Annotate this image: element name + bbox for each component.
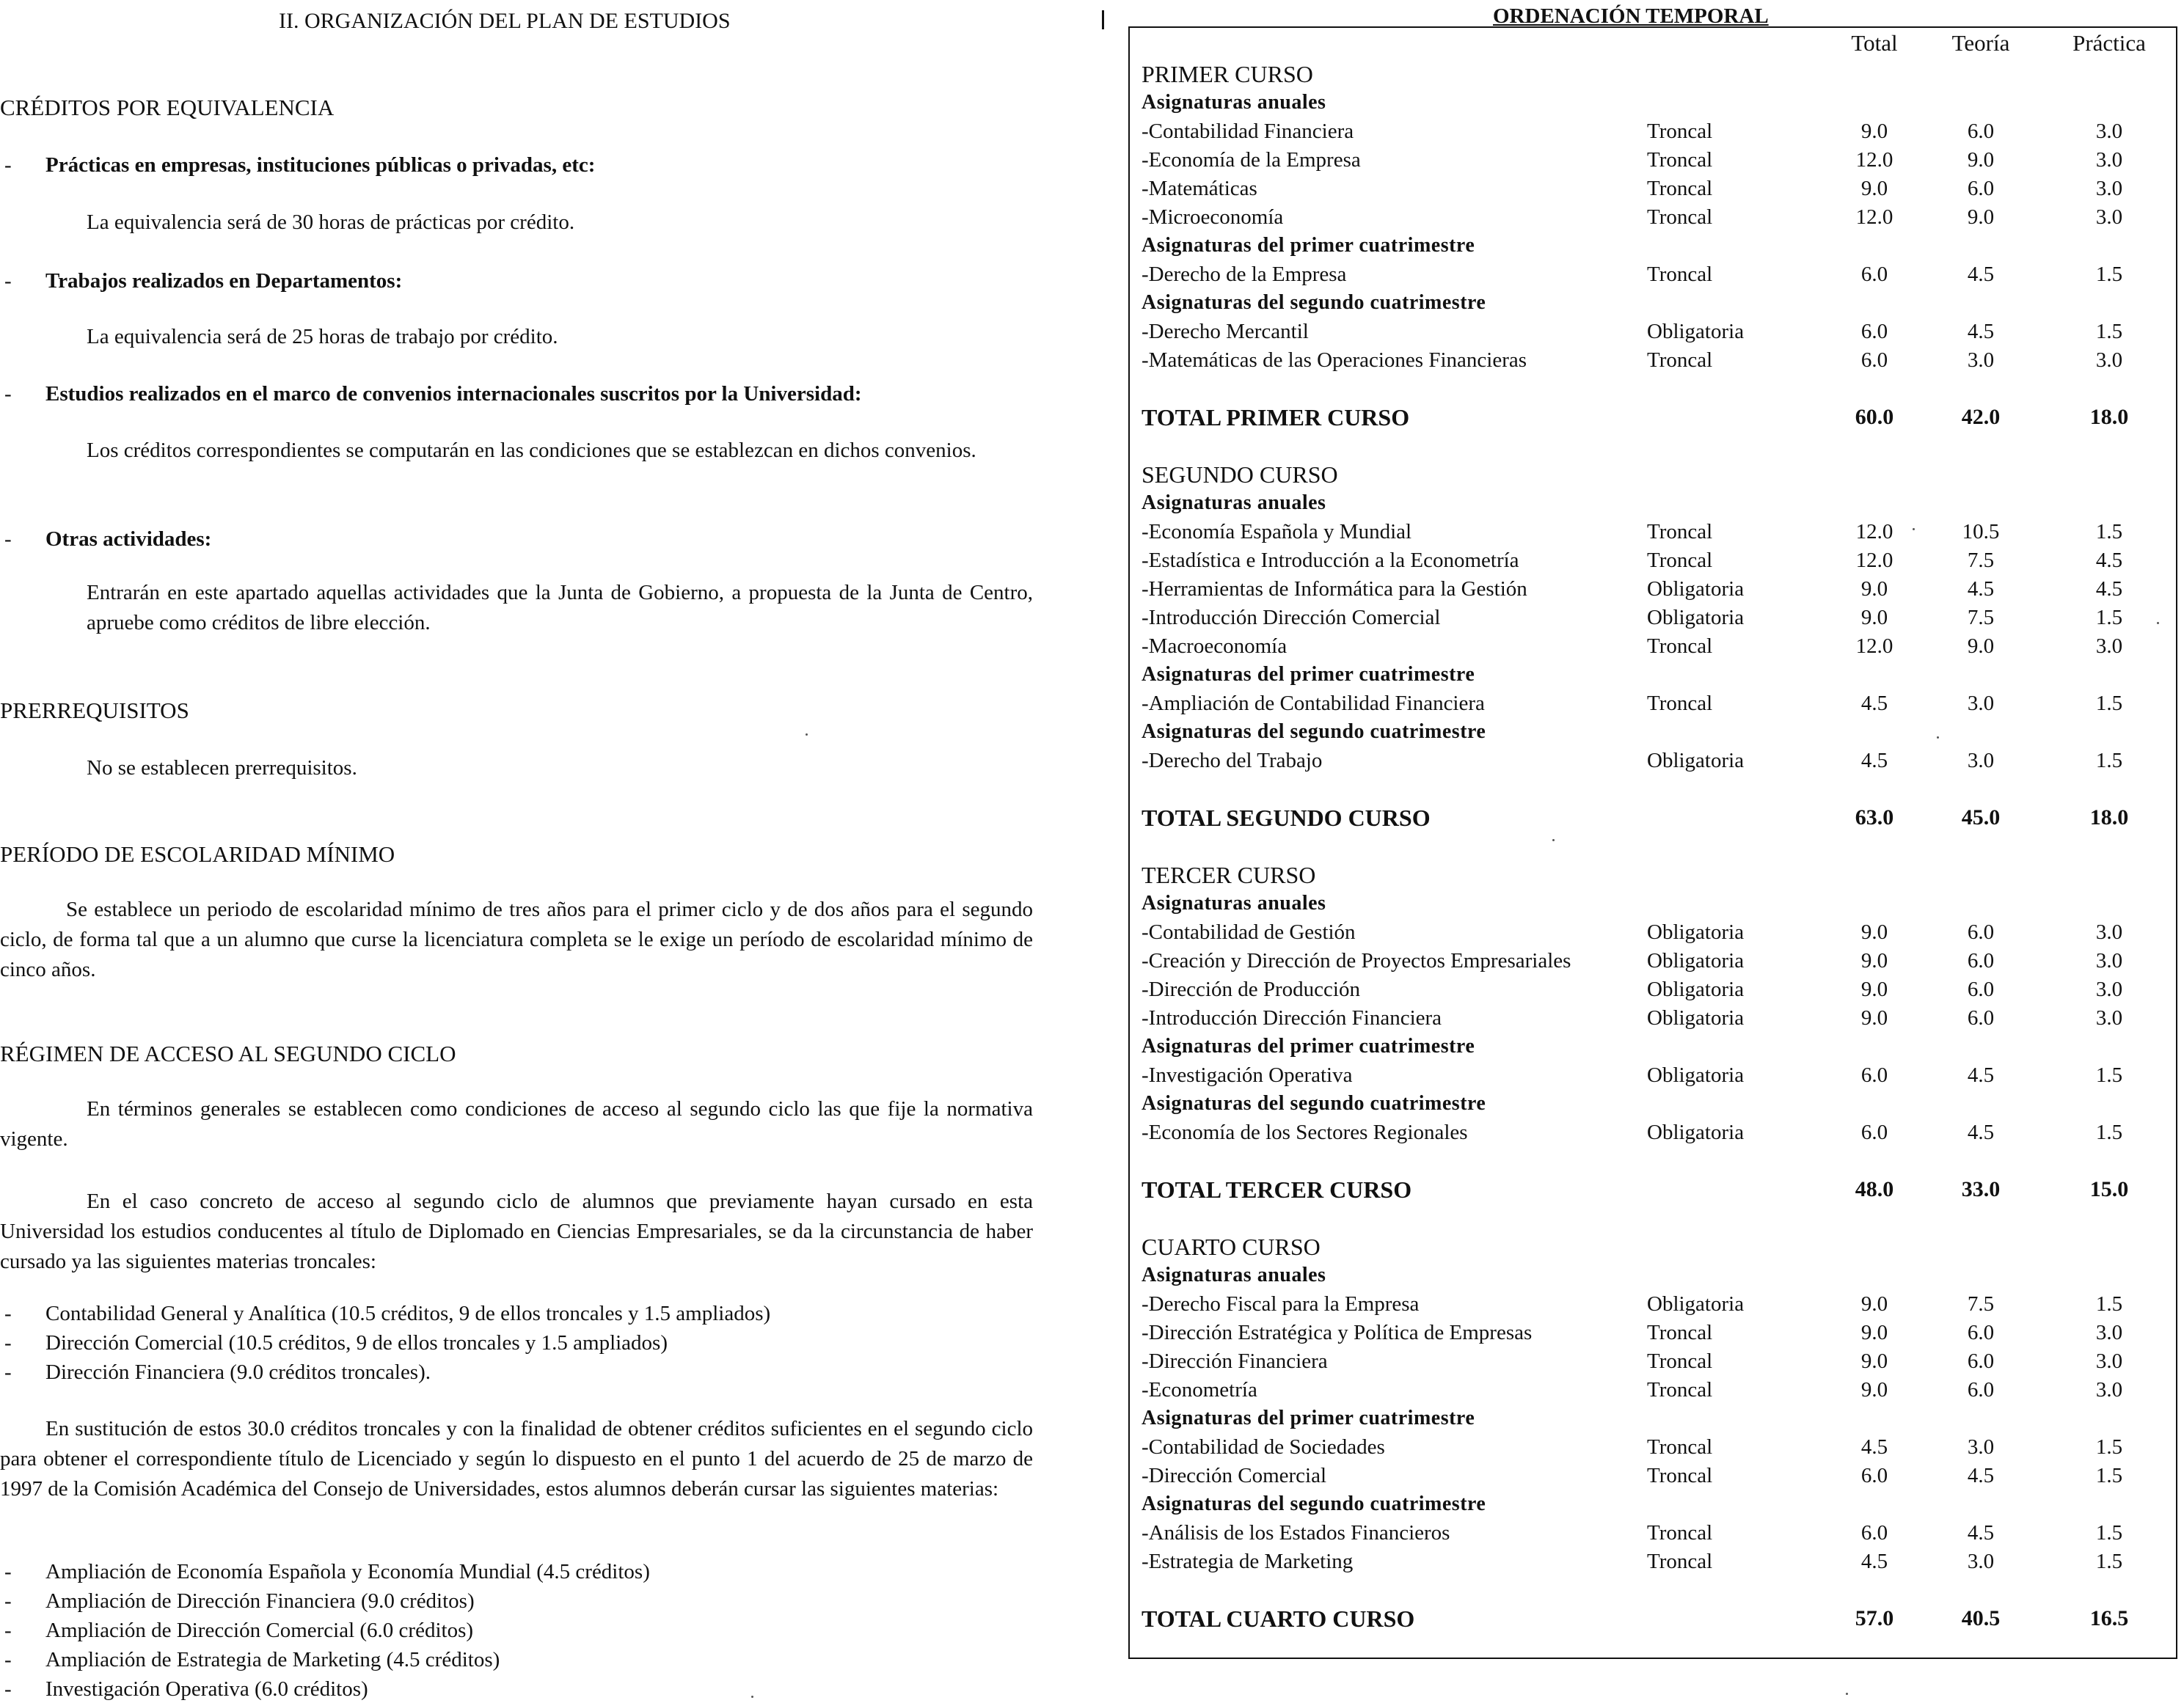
subject-type: Obligatoria [1647,920,1745,944]
subject-name: -Derecho del Trabajo [1142,749,1323,772]
subject-teoria: 6.0 [1967,1378,1995,1402]
subject-name: -Introducción Dirección Financiera [1142,1006,1442,1030]
subject-practica: 3.0 [2095,177,2123,200]
item-text-otras: Entrarán en este apartado aquellas actividades que la Junta de Gobierno, a propuesta de la Junta de Centro, apruebe como créditos de libre elección. [87,581,1033,634]
list-item: Dirección Financiera (9.0 créditos troncales). [45,1360,431,1384]
subject-teoria: 4.5 [1967,320,1995,343]
subject-total: 12.0 [1855,148,1893,172]
subject-type: Obligatoria [1647,1121,1745,1144]
subject-teoria: 3.0 [1967,749,1995,772]
subject-name: -Contabilidad Financiera [1142,120,1354,143]
subject-practica: 4.5 [2095,577,2123,601]
periodo-text: Se establece un periodo de escolaridad mínimo de tres años para el primer ciclo y de dos años para el segundo ciclo, de forma tal que a un alumno que curse la licenciatura completa se le exige un período de escolaridad mínimo de cinco años. [0,898,1033,981]
course-total-total: 48.0 [1855,1177,1894,1201]
subject-name: -Contabilidad de Gestión [1142,920,1356,944]
subject-total: 9.0 [1860,177,1888,200]
list-item: Ampliación de Economía Española y Economía Mundial (4.5 créditos) [45,1560,650,1583]
subject-teoria: 4.5 [1967,1121,1995,1144]
subject-type: Obligatoria [1647,749,1745,772]
regimen-p2: En el caso concreto de acceso al segundo ciclo de alumnos que previamente hayan cursado en esta Universidad los estudios conducentes al título de Diplomado en Ciencias Empresariales, se da la circunstancia de haber cursado ya las siguientes materias troncales: [0,1190,1033,1273]
subject-name: -Contabilidad de Sociedades [1142,1435,1385,1459]
list-item: Contabilidad General y Analítica (10.5 créditos, 9 de ellos troncales y 1.5 ampliados) [45,1302,771,1325]
subject-type: Troncal [1647,348,1713,372]
course-total-label: TOTAL SEGUNDO CURSO [1142,805,1431,831]
subject-total: 9.0 [1860,1292,1888,1316]
subject-total: 9.0 [1860,949,1888,973]
subject-practica: 1.5 [2095,606,2123,629]
subject-name: -Macroeconomía [1142,634,1288,658]
item-label-practicas: Prácticas en empresas, instituciones públicas o privadas, etc: [45,153,596,177]
item-label-convenios: Estudios realizados en el marco de convenios internacionales suscritos por la Universidad: [45,382,862,406]
subject-type: Obligatoria [1647,577,1745,601]
subject-name: -Herramientas de Informática para la Gestión [1142,577,1527,601]
subject-type: Troncal [1647,1378,1713,1402]
subject-total: 9.0 [1860,120,1888,143]
subject-total: 9.0 [1860,1006,1888,1030]
list-item: Investigación Operativa (6.0 créditos) [45,1677,368,1701]
subject-type: Troncal [1647,120,1713,143]
subject-total: 6.0 [1860,1464,1888,1487]
subject-total: 9.0 [1860,1378,1888,1402]
subject-total: 12.0 [1855,520,1893,543]
subject-practica: 1.5 [2095,1550,2123,1573]
column-header-teoria: Teoría [1951,30,2010,56]
scan-speck [1552,839,1555,841]
subject-practica: 3.0 [2095,348,2123,372]
subject-type: Troncal [1647,1550,1713,1573]
column-header-practica: Práctica [2072,30,2146,56]
subject-practica: 1.5 [2095,1063,2123,1087]
item-text-practicas: La equivalencia será de 30 horas de prácticas por crédito. [87,210,575,234]
subject-practica: 3.0 [2095,920,2123,944]
subject-teoria: 3.0 [1967,692,1995,715]
subject-practica: 1.5 [2095,1521,2123,1545]
course-heading: CUARTO CURSO [1142,1234,1321,1260]
scan-speck [1913,528,1915,530]
item-text-convenios: Los créditos correspondientes se computarán en las condiciones que se establezcan en dichos convenios. [87,439,976,462]
subject-practica: 1.5 [2095,1435,2123,1459]
subject-teoria: 6.0 [1967,920,1995,944]
subject-name: -Introducción Dirección Comercial [1142,606,1441,629]
page-title: II. ORGANIZACIÓN DEL PLAN DE ESTUDIOS [279,9,731,33]
subject-type: Troncal [1647,1435,1713,1459]
subject-name: -Econometría [1142,1378,1257,1402]
course-total-teoria: 42.0 [1961,405,2001,429]
bullet-dash: - [4,1589,12,1613]
subject-practica: 3.0 [2095,978,2123,1001]
subject-practica: 4.5 [2095,549,2123,572]
course-total-teoria: 40.5 [1961,1606,2001,1630]
subject-total: 9.0 [1860,1321,1888,1344]
subject-teoria: 6.0 [1967,1349,1995,1373]
course-total-teoria: 33.0 [1961,1177,2001,1201]
subject-type: Obligatoria [1647,606,1745,629]
group-heading: Asignaturas del segundo cuatrimestre [1142,1092,1486,1115]
heading-creditos: CRÉDITOS POR EQUIVALENCIA [0,95,335,120]
group-heading: Asignaturas del primer cuatrimestre [1142,663,1475,686]
subject-type: Obligatoria [1647,949,1745,973]
bullet-dash: - [4,269,12,293]
subject-practica: 3.0 [2095,1349,2123,1373]
subject-practica: 1.5 [2095,1121,2123,1144]
subject-name: -Derecho Fiscal para la Empresa [1142,1292,1420,1316]
subject-teoria: 4.5 [1967,1063,1995,1087]
heading-prerrequisitos: PRERREQUISITOS [0,697,189,723]
course-total-practica: 18.0 [2089,405,2129,429]
list-item: Ampliación de Dirección Comercial (6.0 créditos) [45,1619,474,1642]
subject-name: -Dirección de Producción [1142,978,1360,1001]
heading-regimen: RÉGIMEN DE ACCESO AL SEGUNDO CICLO [0,1041,456,1066]
bullet-dash: - [4,1677,12,1701]
course-total-practica: 18.0 [2089,805,2129,829]
subject-type: Troncal [1647,520,1713,543]
subject-total: 6.0 [1860,1121,1888,1144]
group-heading: Asignaturas anuales [1142,1264,1326,1286]
course-total-label: TOTAL TERCER CURSO [1142,1176,1412,1203]
subject-total: 12.0 [1855,205,1893,229]
scan-speck [1937,736,1939,739]
subject-type: Troncal [1647,148,1713,172]
margin-mark [1102,10,1104,29]
course-heading: SEGUNDO CURSO [1142,461,1338,488]
subject-teoria: 6.0 [1967,1006,1995,1030]
group-heading: Asignaturas del primer cuatrimestre [1142,1407,1475,1429]
subject-name: -Economía de la Empresa [1142,148,1361,172]
subject-name: -Economía de los Sectores Regionales [1142,1121,1468,1144]
subject-type: Troncal [1647,1349,1713,1373]
subject-total: 6.0 [1860,348,1888,372]
group-heading: Asignaturas anuales [1142,892,1326,915]
subject-name: -Análisis de los Estados Financieros [1142,1521,1450,1545]
subject-type: Troncal [1647,205,1713,229]
subject-practica: 3.0 [2095,120,2123,143]
subject-teoria: 7.5 [1967,549,1995,572]
bullet-dash: - [4,1648,12,1671]
heading-periodo: PERÍODO DE ESCOLARIDAD MÍNIMO [0,841,395,867]
subject-name: -Estadística e Introducción a la Econometría [1142,549,1519,572]
subject-total: 12.0 [1855,549,1893,572]
regimen-p1: En términos generales se establecen como condiciones de acceso al segundo ciclo las que fije la normativa vigente. [0,1097,1033,1151]
subject-total: 6.0 [1860,320,1888,343]
subject-total: 6.0 [1860,1063,1888,1087]
subject-practica: 1.5 [2095,320,2123,343]
subject-teoria: 9.0 [1967,634,1995,658]
subject-type: Obligatoria [1647,1292,1745,1316]
scan-speck [1846,1693,1848,1695]
course-total-teoria: 45.0 [1961,805,2001,829]
bullet-dash: - [4,1560,12,1583]
subject-type: Troncal [1647,1464,1713,1487]
item-label-trabajos: Trabajos realizados en Departamentos: [45,269,403,293]
subject-practica: 3.0 [2095,634,2123,658]
bullet-dash: - [4,1302,12,1325]
subject-teoria: 10.5 [1962,520,2000,543]
course-total-practica: 16.5 [2089,1606,2129,1630]
subject-practica: 3.0 [2095,1006,2123,1030]
group-heading: Asignaturas anuales [1142,491,1326,514]
subject-practica: 3.0 [2095,1378,2123,1402]
subject-name: -Investigación Operativa [1142,1063,1353,1087]
bullet-dash: - [4,1360,12,1384]
subject-name: -Estrategia de Marketing [1142,1550,1354,1573]
list-item: Ampliación de Dirección Financiera (9.0 créditos) [45,1589,475,1613]
subject-type: Troncal [1647,263,1713,286]
subject-name: -Derecho de la Empresa [1142,263,1347,286]
subject-name: -Matemáticas [1142,177,1257,200]
bullet-dash: - [4,527,12,551]
subject-teoria: 4.5 [1967,577,1995,601]
subject-practica: 1.5 [2095,692,2123,715]
list-item: Dirección Comercial (10.5 créditos, 9 de ellos troncales y 1.5 ampliados) [45,1331,668,1355]
bullet-dash: - [4,382,12,406]
bullet-dash: - [4,153,12,177]
subject-practica: 1.5 [2095,1464,2123,1487]
subject-total: 4.5 [1860,1550,1888,1573]
course-total-label: TOTAL PRIMER CURSO [1142,404,1410,431]
subject-practica: 1.5 [2095,520,2123,543]
course-total-practica: 15.0 [2089,1177,2129,1201]
subject-teoria: 7.5 [1967,606,1995,629]
subject-total: 9.0 [1860,577,1888,601]
subject-total: 4.5 [1860,692,1888,715]
subject-practica: 1.5 [2095,263,2123,286]
subject-total: 9.0 [1860,1349,1888,1373]
subject-teoria: 6.0 [1967,120,1995,143]
group-heading: Asignaturas del primer cuatrimestre [1142,234,1475,257]
subject-name: -Dirección Comercial [1142,1464,1327,1487]
table-title: ORDENACIÓN TEMPORAL [1493,4,1769,28]
subject-practica: 3.0 [2095,148,2123,172]
scan-speck [806,733,808,736]
bullet-dash: - [4,1619,12,1642]
subject-name: -Dirección Estratégica y Política de Empresas [1142,1321,1533,1344]
scan-speck [2157,622,2159,624]
left-column [0,0,1042,1702]
group-heading: Asignaturas del primer cuatrimestre [1142,1035,1475,1058]
course-total-total: 60.0 [1855,405,1894,429]
subject-practica: 3.0 [2095,949,2123,973]
group-heading: Asignaturas del segundo cuatrimestre [1142,291,1486,314]
subject-teoria: 7.5 [1967,1292,1995,1316]
bullet-dash: - [4,1331,12,1355]
subject-practica: 3.0 [2095,1321,2123,1344]
subject-type: Troncal [1647,692,1713,715]
subject-teoria: 6.0 [1967,177,1995,200]
subject-teoria: 4.5 [1967,1521,1995,1545]
subject-type: Obligatoria [1647,1063,1745,1087]
subject-type: Obligatoria [1647,978,1745,1001]
subject-teoria: 3.0 [1967,348,1995,372]
subject-total: 9.0 [1860,606,1888,629]
subject-teoria: 3.0 [1967,1550,1995,1573]
subject-teoria: 4.5 [1967,263,1995,286]
subject-practica: 1.5 [2095,749,2123,772]
column-header-total: Total [1851,30,1898,56]
course-total-total: 63.0 [1855,805,1894,829]
subject-name: -Microeconomía [1142,205,1284,229]
subject-teoria: 9.0 [1967,205,1995,229]
subject-name: -Derecho Mercantil [1142,320,1309,343]
course-heading: PRIMER CURSO [1142,61,1313,87]
subject-total: 6.0 [1860,263,1888,286]
subject-name: -Creación y Dirección de Proyectos Empresariales [1142,949,1571,973]
scan-speck [751,1696,753,1698]
subject-name: -Ampliación de Contabilidad Financiera [1142,692,1485,715]
subject-teoria: 6.0 [1967,1321,1995,1344]
subject-type: Troncal [1647,177,1713,200]
subject-type: Troncal [1647,1521,1713,1545]
course-heading: TERCER CURSO [1142,862,1316,888]
subject-total: 9.0 [1860,920,1888,944]
regimen-p3: En sustitución de estos 30.0 créditos troncales y con la finalidad de obtener créditos suficientes en el segundo ciclo para obtener el correspondiente título de Licenciado y según lo dispuesto en el punto 1 del acuerdo de 25 de marzo de 1997 de la Comisión Académica del Consejo de Universidades, estos alumnos deberán cursar las siguientes materias: [0,1417,1033,1501]
subject-teoria: 3.0 [1967,1435,1995,1459]
subject-type: Troncal [1647,1321,1713,1344]
subject-type: Troncal [1647,634,1713,658]
subject-teoria: 6.0 [1967,949,1995,973]
subject-total: 4.5 [1860,1435,1888,1459]
item-text-trabajos: La equivalencia será de 25 horas de trabajo por crédito. [87,325,558,348]
subject-type: Obligatoria [1647,320,1745,343]
subject-teoria: 9.0 [1967,148,1995,172]
prerrequisitos-text: No se establecen prerrequisitos. [87,756,357,780]
subject-practica: 3.0 [2095,205,2123,229]
subject-name: -Matemáticas de las Operaciones Financieras [1142,348,1527,372]
subject-type: Troncal [1647,549,1713,572]
subject-total: 6.0 [1860,1521,1888,1545]
group-heading: Asignaturas del segundo cuatrimestre [1142,1493,1486,1515]
list-item: Ampliación de Estrategia de Marketing (4.5 créditos) [45,1648,500,1671]
subject-total: 4.5 [1860,749,1888,772]
group-heading: Asignaturas del segundo cuatrimestre [1142,720,1486,743]
course-total-label: TOTAL CUARTO CURSO [1142,1605,1415,1632]
subject-practica: 1.5 [2095,1292,2123,1316]
item-label-otras: Otras actividades: [45,527,212,551]
subject-name: -Economía Española y Mundial [1142,520,1412,543]
subject-total: 12.0 [1855,634,1893,658]
subject-name: -Dirección Financiera [1142,1349,1328,1373]
subject-total: 9.0 [1860,978,1888,1001]
course-total-total: 57.0 [1855,1606,1894,1630]
subject-type: Obligatoria [1647,1006,1745,1030]
subject-teoria: 4.5 [1967,1464,1995,1487]
subject-teoria: 6.0 [1967,978,1995,1001]
group-heading: Asignaturas anuales [1142,91,1326,114]
